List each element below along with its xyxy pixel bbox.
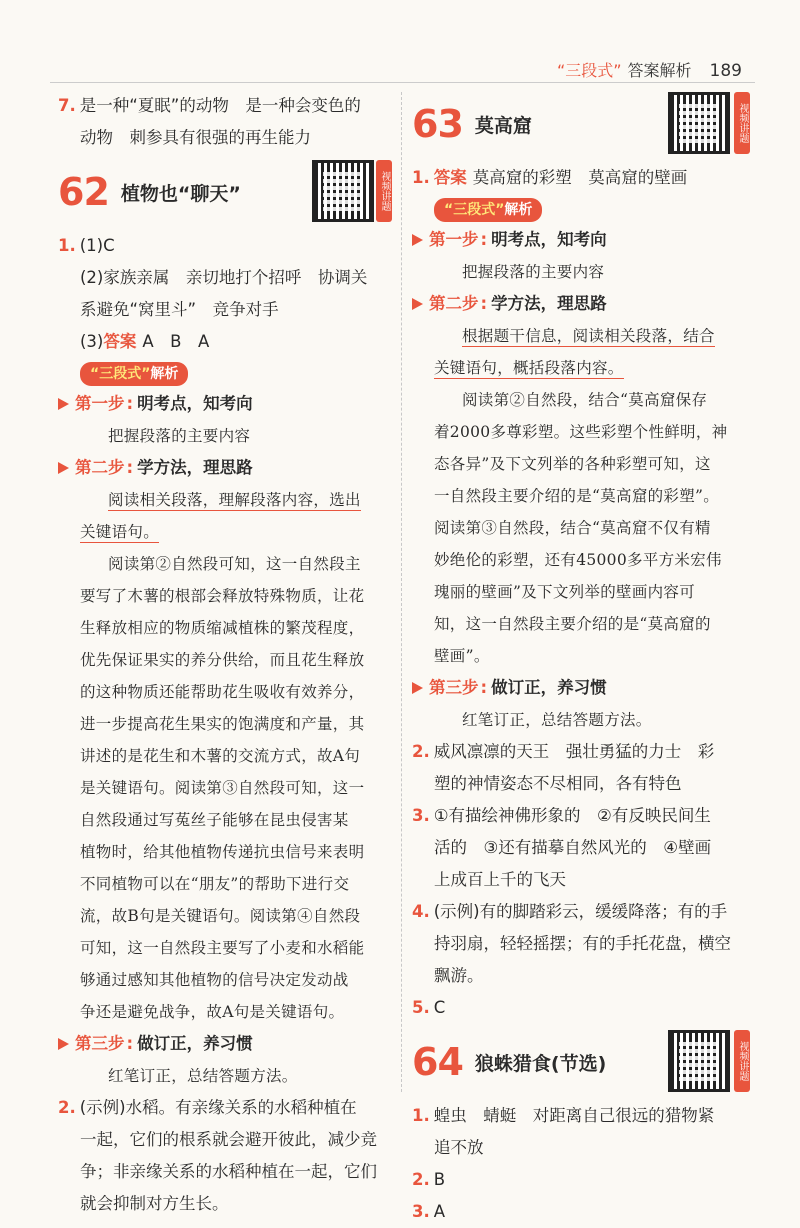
step-3-heading: 第三步 : 做订正，养习惯 — [412, 672, 752, 704]
step-2-heading: 第二步 : 学方法，理思路 — [412, 288, 752, 320]
left-item-7: 7. 是一种“夏眠”的动物 是一种会变色的 — [58, 96, 361, 115]
chapter-number: 62 — [58, 170, 109, 214]
arrow-icon — [58, 462, 69, 474]
right-q4-line: 飘游。 — [434, 966, 484, 985]
step-2-body-line: 瑰丽的壁画”及下文列举的壁画内容可 — [434, 583, 696, 601]
chapter-title: 莫高窟 — [474, 114, 532, 137]
left-q1-line3: 系避免“窝里斗” 竞争对手 — [80, 300, 279, 319]
right-q4: 4. (示例)有的脚踏彩云，缓缓降落；有的手 — [412, 902, 728, 921]
step-2-body-line: 是关键语句。阅读第③自然段可知，这一 — [80, 779, 365, 797]
arrow-icon — [58, 1038, 69, 1050]
step-2-method-1: 根据题干信息，阅读相关段落，结合 — [462, 327, 715, 345]
right-q4-line: 持羽扇，轻轻摇摆；有的手托花盘，横空 — [434, 934, 731, 953]
right-q3: 3. ①有描绘神佛形象的 ②有反映民间生 — [412, 806, 711, 825]
chapter-title: 狼蛛猎食(节选) — [474, 1052, 607, 1075]
step-1-body: 把握段落的主要内容 — [462, 263, 605, 281]
right-q1: 1. 答案 莫高窟的彩塑 莫高窟的壁画 — [412, 168, 688, 187]
chapter-63-heading — [412, 92, 752, 156]
step-2-heading: 第二步 : 学方法，理思路 — [58, 452, 392, 484]
step-2-body-line: 可知，这一自然段主要写了小麦和水稻能 — [80, 939, 365, 957]
step-2-body-line: 争还是避免战争，故A句是关键语句。 — [80, 1003, 345, 1021]
right-p3: 3. A — [412, 1202, 446, 1221]
step-2-body-line: 阅读第③自然段，结合“莫高窟不仅有精 — [434, 519, 711, 537]
qr-code-icon[interactable] — [668, 1030, 730, 1092]
arrow-icon — [412, 682, 423, 694]
analysis-badge: “三段式”解析 — [434, 198, 542, 222]
right-q3-line: 上成百上千的飞天 — [434, 870, 566, 889]
right-q5: 5. C — [412, 998, 446, 1017]
chapter-number: 63 — [412, 102, 463, 146]
analysis-badge: “三段式”解析 — [80, 362, 188, 386]
chapter-number: 64 — [412, 1040, 463, 1084]
qr-code-icon[interactable] — [312, 160, 374, 222]
qr-code-icon[interactable] — [668, 92, 730, 154]
step-2-body-line: 讲述的是花生和木薯的交流方式，故A句 — [80, 747, 361, 765]
video-tag: 视频讲题 — [376, 160, 392, 222]
right-p1-line: 追不放 — [434, 1138, 484, 1157]
right-column — [412, 90, 752, 1228]
step-2-body-line: 够通过感知其他植物的信号决定发动战 — [80, 971, 349, 989]
step-2-body-line: 植物时，给其他植物传递抗虫信号来表明 — [80, 843, 365, 861]
header-accent: “三段式” — [556, 61, 622, 80]
step-2-body-line: 阅读第②自然段，结合“莫高窟保存 — [462, 391, 708, 409]
step-3-body: 红笔订正，总结答题方法。 — [462, 711, 652, 729]
step-2-body-line: 要写了木薯的根部会释放特殊物质，让花 — [80, 587, 365, 605]
left-q2-line: 就会抑制对方生长。 — [80, 1194, 229, 1213]
page-number: 189 — [709, 61, 742, 81]
step-3-body: 红笔订正，总结答题方法。 — [108, 1067, 298, 1085]
step-2-body-line: 壁画”。 — [434, 647, 490, 665]
left-q2-line: 争；非亲缘关系的水稻种植在一起，它们 — [80, 1162, 377, 1181]
video-tag: 视频讲题 — [734, 92, 750, 154]
step-2-body-line: 不同植物可以在“朋友”的帮助下进行交 — [80, 875, 350, 893]
step-2-body-line: 态各异”及下文列举的各种彩塑可知，这 — [434, 455, 711, 473]
step-2-body-line: 优先保证果实的养分供给，而且花生释放 — [80, 651, 365, 669]
step-1-body: 把握段落的主要内容 — [108, 427, 251, 445]
right-q2: 2. 威风凛凛的天王 强壮勇猛的力士 彩 — [412, 742, 715, 761]
step-2-body-line: 的这种物质还能帮助花生吸收有效养分， — [80, 683, 365, 701]
step-2-body-line: 进一步提高花生果实的饱满度和产量，其 — [80, 715, 365, 733]
step-3-heading: 第三步 : 做订正，养习惯 — [58, 1028, 392, 1060]
left-q2-line: 一起，它们的根系就会避开彼此，减少竞 — [80, 1130, 377, 1149]
page-header — [557, 58, 742, 81]
right-q3-line: 活的 ③还有描摹自然风光的 ④壁画 — [434, 838, 712, 857]
left-item-7-line2: 动物 刺参具有很强的再生能力 — [80, 128, 311, 147]
step-2-body-line: 知，这一自然段主要介绍的是“莫高窟的 — [434, 615, 711, 633]
right-q2-line: 塑的神情姿态不尽相同，各有特色 — [434, 774, 682, 793]
left-q2: 2. (示例)水稻。有亲缘关系的水稻种植在 — [58, 1098, 357, 1117]
column-divider — [401, 92, 402, 1092]
video-tag: 视频讲题 — [734, 1030, 750, 1092]
step-1-heading: 第一步 : 明考点，知考向 — [58, 388, 392, 420]
step-2-body-line: 自然段通过写菟丝子能够在昆虫侵害某 — [80, 811, 349, 829]
left-q1: 1. (1)C — [58, 236, 115, 255]
header-title: 答案解析 — [627, 61, 692, 80]
step-1-heading: 第一步 : 明考点，知考向 — [412, 224, 752, 256]
step-2-body-line: 妙绝伦的彩塑，还有45000多平方米宏伟 — [434, 551, 722, 569]
left-q1-line2: (2)家族亲属 亲切地打个招呼 协调关 — [80, 268, 368, 287]
header-rule — [50, 82, 755, 83]
right-p1: 1. 蝗虫 蜻蜓 对距离自己很远的猎物紧 — [412, 1106, 715, 1125]
arrow-icon — [412, 234, 423, 246]
step-2-body-line: 阅读第②自然段可知，这一自然段主 — [108, 555, 361, 573]
chapter-62-heading — [58, 160, 392, 224]
step-2-body-line: 着2000多尊彩塑。这些彩塑个性鲜明，神 — [434, 423, 728, 441]
step-2-body-line: 生释放相应的物质缩减植株的繁茂程度， — [80, 619, 365, 637]
chapter-64-heading — [412, 1030, 752, 1094]
step-2-method-2: 关键语句。 — [80, 523, 160, 541]
step-2-method-1: 阅读相关段落，理解段落内容，选出 — [108, 491, 361, 509]
left-q1-line4: (3)答案 A B A — [80, 332, 210, 351]
step-2-body-line: 流，故B句是关键语句。阅读第④自然段 — [80, 907, 361, 925]
step-2-body-line: 一自然段主要介绍的是“莫高窟的彩塑”。 — [434, 487, 720, 505]
right-p2: 2. B — [412, 1170, 446, 1189]
step-2-method-2: 关键语句，概括段落内容。 — [434, 359, 624, 377]
chapter-title: 植物也“聊天” — [120, 182, 241, 205]
arrow-icon — [58, 398, 69, 410]
arrow-icon — [412, 298, 423, 310]
left-column — [58, 90, 392, 1220]
